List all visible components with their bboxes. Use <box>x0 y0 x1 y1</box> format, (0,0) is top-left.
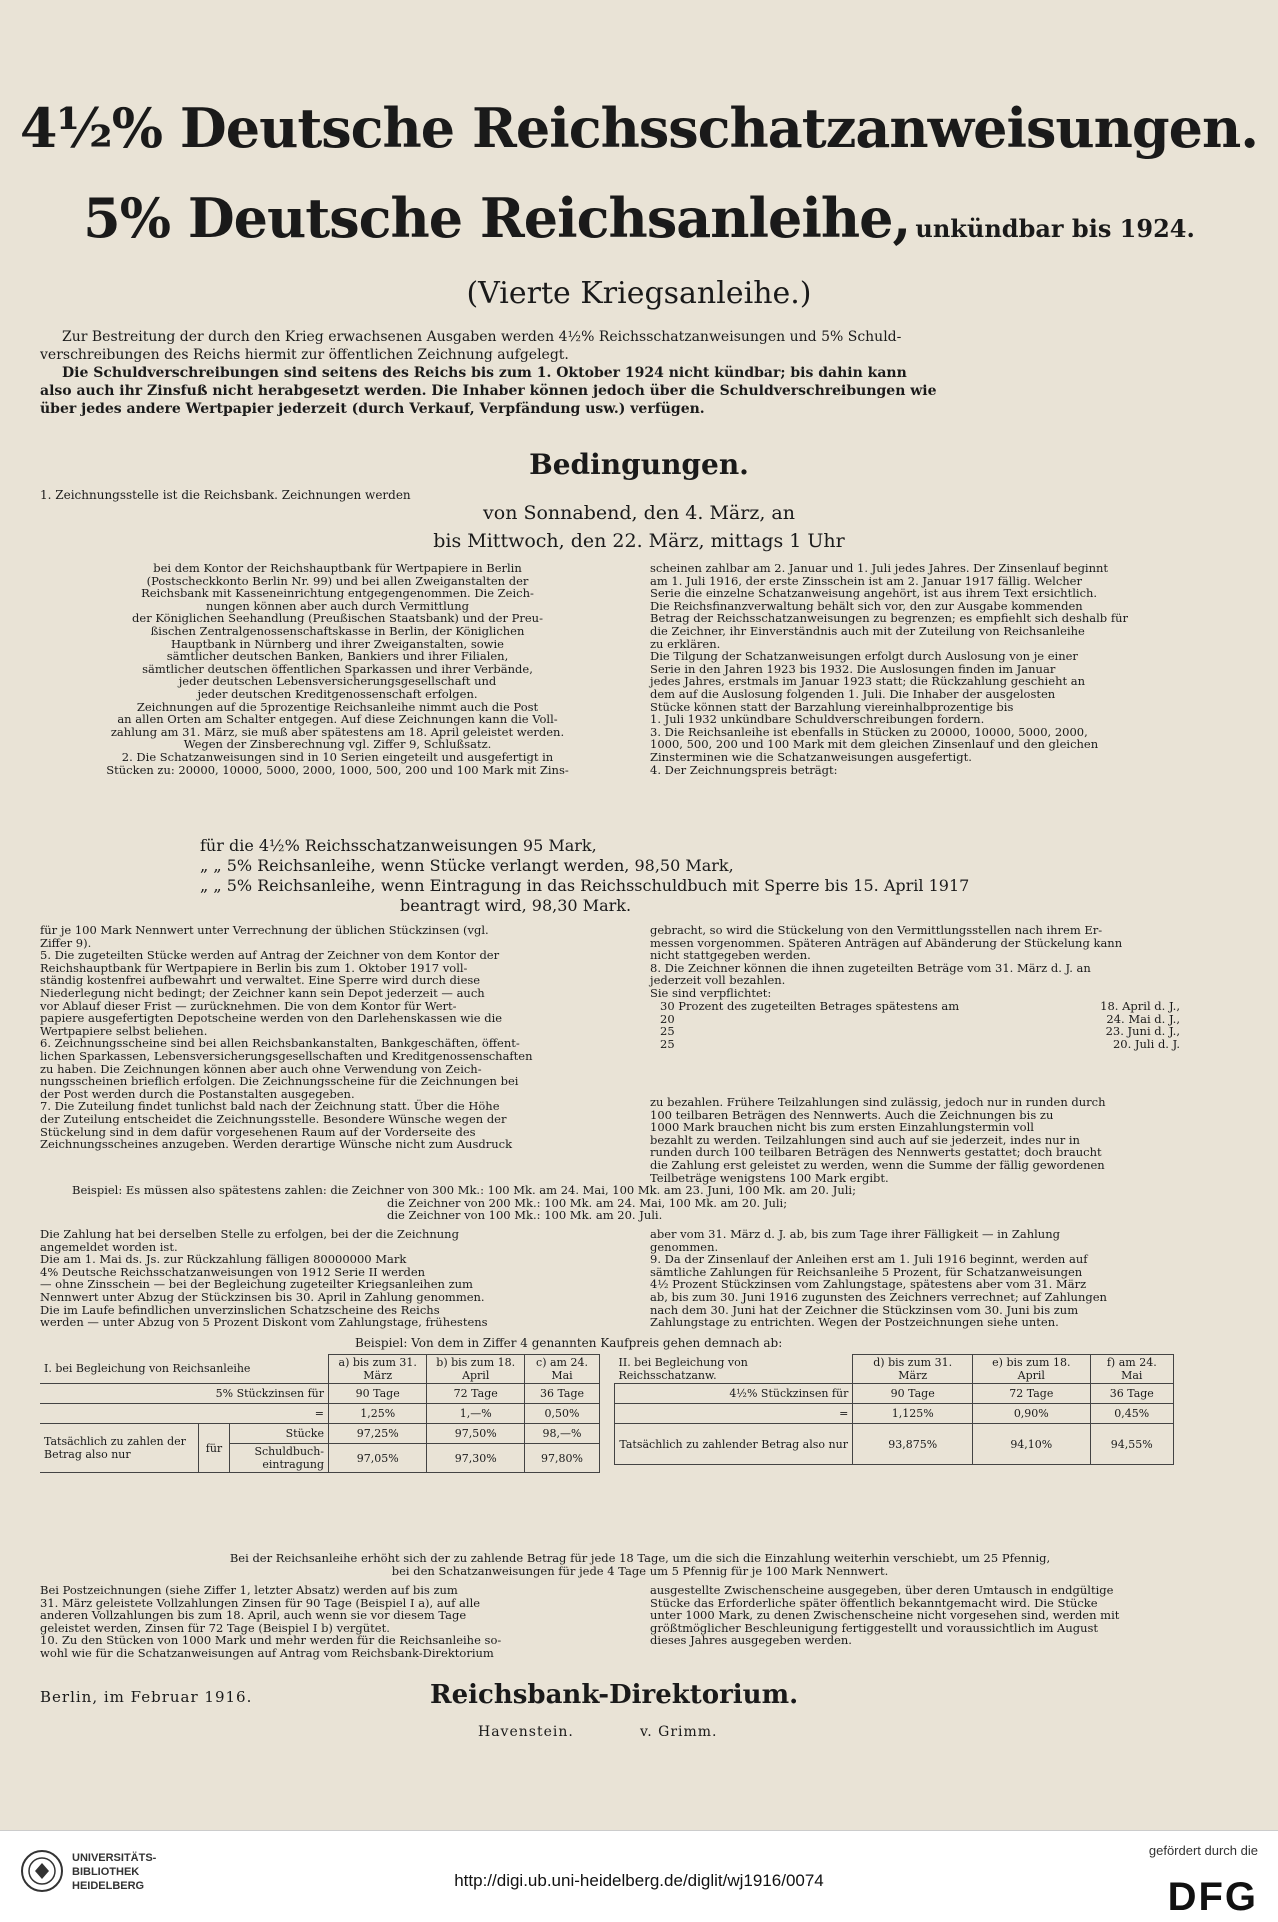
column-f <box>650 1228 1242 1329</box>
row-label: = <box>40 1404 329 1424</box>
column-line: Serie die einzelne Schatzanweisung angehört, ist aus ihrem Text ersichtlich. <box>650 586 1098 601</box>
column-line: am 1. Juli 1916, der erste Zinsschein ist am 2. Januar 1917 fällig. Welcher <box>650 573 1082 588</box>
column-line: 6. Zeichnungsscheine sind bei allen Reichsbankanstalten, Bankgeschäften, öffent- <box>40 1036 520 1051</box>
column-line: genommen. <box>650 1239 719 1254</box>
column-line: Zinsterminen wie die Schatzanweisungen ausgefertigt. <box>650 749 972 764</box>
column-line: angemeldet worden ist. <box>40 1239 178 1254</box>
intro-line: verschreibungen des Reichs hiermit zur öffentlichen Zeichnung aufgelegt. <box>40 347 569 363</box>
column-line: 3. Die Reichsanleihe ist ebenfalls in Stücken zu 20000, 10000, 5000, 2000, <box>650 724 1088 739</box>
price-line: beantragt wird, 98,30 Mark. <box>400 896 632 915</box>
intro-line: Zur Bestreitung der durch den Krieg erwachsenen Ausgaben werden 4½% Reichsschatzanweisungen und 5% Schuld- <box>62 329 902 345</box>
column-line: Die Tilgung der Schatzanweisungen erfolgt durch Auslosung von je einer <box>650 649 1078 664</box>
price-list <box>200 836 1200 916</box>
column-line: Die Reichsfinanzverwaltung behält sich vor, den zur Ausgabe kommenden <box>650 598 1083 613</box>
column-line: der Königlichen Seehandlung (Preußischen Staatsbank) und der Preu- <box>132 611 543 626</box>
price-line: für die 4½% Reichsschatzanweisungen 95 Mark, <box>200 836 597 855</box>
row-label: Stücke <box>230 1424 329 1444</box>
funding-note: gefördert durch die <box>1148 1843 1258 1858</box>
column-line: Hauptbank in Nürnberg und ihrer Zweiganstalten, sowie <box>171 636 504 651</box>
column-line: zu bezahlen. Frühere Teilzahlungen sind zulässig, jedoch nur in runden durch <box>650 1095 1106 1109</box>
date-from: von Sonnabend, den 4. März, an <box>483 502 795 524</box>
column-line: runden durch 100 teilbaren Beträgen des Nennwerts gestattet; doch braucht <box>650 1145 1102 1160</box>
table-cell: 0,45% <box>1090 1404 1173 1424</box>
note-line: Bei der Reichsanleihe erhöht sich der zu zahlende Betrag für jede 18 Tage, um die sich die Einzahlung weiterhin verschiebt, um 25 Pfennig, <box>229 1551 1051 1565</box>
university-name-line: HEIDELBERG <box>72 1880 145 1892</box>
column-line: ausgestellte Zwischenscheine ausgegeben, über deren Umtausch in endgültige <box>650 1583 1114 1597</box>
column-line: wohl wie für die Schatzanweisungen auf Antrag vom Reichsbank-Direktorium <box>40 1645 494 1660</box>
schedule-date: 23. Juni d. J., <box>1105 1024 1180 1039</box>
column-line: die Zeichner, ihr Einverständnis auch mit der Zuteilung von Reichsanleihe <box>650 623 1085 638</box>
viewer-footer <box>0 1830 1278 1922</box>
column-line: 5. Die zugeteilten Stücke werden auf Antrag der Zeichner von dem Kontor der <box>40 948 500 963</box>
col-header: f) am 24. Mai <box>1090 1355 1173 1384</box>
column-line: gebracht, so wird die Stückelung von den Vermittlungsstellen nach ihrem Er- <box>650 923 1103 937</box>
payment-schedule <box>660 1000 1180 1050</box>
column-line: Ziffer 9). <box>40 935 92 950</box>
table-cell: 1,125% <box>853 1404 973 1424</box>
column-g <box>40 1584 635 1660</box>
column-line: die Zahlung erst geleistet zu werden, wenn die Summe der fällig gewordenen <box>650 1157 1105 1172</box>
column-line: Stücke das Erforderliche später öffentlich bekanntgemacht wird. Die Stücke <box>650 1595 1098 1610</box>
column-c <box>40 924 635 1151</box>
column-line: 1. Juli 1932 unkündbare Schuldverschreibungen fordern. <box>650 712 985 727</box>
note-line: bei den Schatzanweisungen für jede 4 Tage um 5 Pfennig für je 100 Mark Nennwert. <box>391 1563 889 1578</box>
row-label: für <box>199 1424 230 1473</box>
title-line-2-suffix: unkündbar bis 1924. <box>915 214 1195 243</box>
table-cell: 36 Tage <box>1090 1384 1173 1404</box>
university-name-line: BIBLIOTHEK <box>72 1866 140 1878</box>
column-line: Serie in den Jahren 1923 bis 1932. Die Auslosungen finden im Januar <box>650 661 1056 676</box>
column-line: Stücken zu: 20000, 10000, 5000, 2000, 1000, 500, 200 und 100 Mark mit Zins- <box>106 762 569 777</box>
col-header: a) bis zum 31. März <box>329 1355 427 1384</box>
column-b <box>650 562 1242 776</box>
column-line: 4½ Prozent Stückzinsen vom Zahlungstage, spätestens aber vom 31. März <box>650 1277 1087 1292</box>
date-to: bis Mittwoch, den 22. März, mittags 1 Uhr <box>433 530 845 552</box>
intro <box>40 328 1240 418</box>
row-label: Tatsächlich zu zahlen der Betrag also nur <box>40 1424 199 1473</box>
column-line: aber vom 31. März d. J. ab, bis zum Tage ihrer Fälligkeit — in Zahlung <box>650 1227 1060 1241</box>
column-line: Teilbeträge wenigstens 100 Mark ergibt. <box>650 1170 889 1185</box>
schedule-date: 18. April d. J., <box>1100 999 1180 1013</box>
place-date: Berlin, im Februar 1916. <box>40 1688 253 1706</box>
table-schatzanweisungen <box>614 1354 1174 1465</box>
column-line: unter 1000 Mark, zu denen Zwischenscheine nicht vorgesehen sind, werden mit <box>650 1608 1120 1623</box>
column-line: 9. Da der Zinsenlauf der Anleihen erst am 1. Juli 1916 beginnt, werden auf <box>650 1252 1088 1267</box>
row-label: Schuldbuch-eintragung <box>230 1444 329 1473</box>
title-line-3: (Vierte Kriegsanleihe.) <box>466 276 812 311</box>
column-line: Niederlegung nicht bedingt; der Zeichner kann sein Depot jederzeit — auch <box>40 985 485 1000</box>
column-line: nach dem 30. Juni hat der Zeichner die Stückzinsen vom 30. Juni bis zum <box>650 1302 1079 1317</box>
column-line: 10. Zu den Stücken von 1000 Mark und mehr werden für die Reichsanleihe so- <box>40 1633 502 1648</box>
column-line: Stücke können statt der Barzahlung viereinhalbprozentige bis <box>650 699 1014 714</box>
column-line: der Post werden durch die Postanstalten ausgegeben. <box>40 1086 355 1101</box>
column-line: bezahlt zu werden. Teilzahlungen sind auch auf sie jederzeit, indes nur in <box>650 1132 1080 1147</box>
column-line: Zeichnungsscheines anzugeben. Werden derartige Wünsche nicht zum Ausdruck <box>40 1137 513 1152</box>
table-cell: 1,25% <box>329 1404 427 1424</box>
intro-line: also auch ihr Zinsfuß nicht herabgesetzt werden. Die Inhaber können jedoch über die Schuldverschreibungen wie <box>40 383 937 399</box>
row-label: Tatsächlich zu zahlender Betrag also nur <box>615 1424 853 1465</box>
table-cell: 94,55% <box>1090 1424 1173 1465</box>
column-line: jederzeit voll bezahlen. <box>650 973 786 988</box>
row-label: 5% Stückzinsen für <box>40 1384 329 1404</box>
column-e <box>40 1228 635 1329</box>
column-line: Betrag der Reichsschatzanweisungen zu begrenzen; es empfiehlt sich deshalb für <box>650 611 1128 626</box>
table-cell: 72 Tage <box>427 1384 525 1404</box>
column-line: lichen Sparkassen, Lebensversicherungsgesellschaften und Kreditgenossenschaften <box>40 1048 533 1063</box>
table-cell: 94,10% <box>973 1424 1091 1465</box>
price-line: „ „ 5% Reichsanleihe, wenn Stücke verlangt werden, 98,50 Mark, <box>200 856 734 875</box>
schedule-percent: 25 <box>660 1036 675 1051</box>
table-cell: 0,50% <box>525 1404 600 1424</box>
column-line: vor Ablauf dieser Frist — zurücknehmen. Die von dem Kontor für Wert- <box>40 998 457 1013</box>
price-line: „ „ 5% Reichsanleihe, wenn Eintragung in das Reichsschuldbuch mit Sperre bis 15. April 1917 <box>200 876 970 895</box>
column-line: 100 teilbaren Beträgen des Nennwerts. Auch die Zeichnungen bis zu <box>650 1107 1054 1122</box>
signature-1: Havenstein. <box>478 1724 574 1740</box>
schedule-row <box>660 1038 1180 1051</box>
example-line: die Zeichner von 200 Mk.: 100 Mk. am 24. Mai, 100 Mk. am 20. Juli; <box>387 1195 788 1210</box>
university-name-line: UNIVERSITÄTS- <box>72 1852 157 1864</box>
table-cell: 98,—% <box>525 1424 600 1444</box>
table-cell: 90 Tage <box>329 1384 427 1404</box>
payment-example <box>72 1184 1252 1222</box>
table-cell: 97,25% <box>329 1424 427 1444</box>
column-line: größtmöglicher Beschleunigung fertiggestellt und voraussichtlich im August <box>650 1620 1099 1635</box>
column-line: nungsscheinen brieflich erfolgen. Die Zeichnungsscheine für die Zeichnungen bei <box>40 1074 519 1089</box>
title-line-2 <box>0 186 1278 250</box>
permalink[interactable]: http://digi.ub.uni-heidelberg.de/diglit/wj1916/0074 <box>454 1871 824 1890</box>
column-line: zu haben. Die Zeichnungen können aber auch ohne Verwendung von Zeich- <box>40 1061 482 1076</box>
row-label: = <box>615 1404 853 1424</box>
column-line: ßischen Zentralgenossenschaftskasse in Berlin, der Königlichen <box>150 623 525 638</box>
title-line-1: 4½% Deutsche Reichsschatzanweisungen. <box>19 96 1259 160</box>
column-line: Stückelung sind in dem dafür vorgesehenen Raum auf der Vorderseite des <box>40 1124 476 1139</box>
col-header: d) bis zum 31. März <box>853 1355 973 1384</box>
column-line: 7. Die Zuteilung findet tunlichst bald nach der Zeichnung statt. Über die Höhe <box>40 1099 500 1114</box>
after-table-note <box>40 1552 1240 1577</box>
intro-line: Die Schuldverschreibungen sind seitens des Reichs bis zum 1. Oktober 1924 nicht kündbar; bis dahin kann <box>62 365 907 381</box>
table-cell: 1,—% <box>427 1404 525 1424</box>
column-line: 1000 Mark brauchen nicht bis zum ersten Einzahlungstermin voll <box>650 1120 1034 1135</box>
table-cell: 97,30% <box>427 1444 525 1473</box>
column-line: jedes Jahres, erstmals im Januar 1923 statt; die Rückzahlung geschieht an <box>650 674 1086 689</box>
column-line: Zeichnungen auf die 5prozentige Reichsanleihe nimmt auch die Post <box>136 699 539 714</box>
column-line: 4% Deutsche Reichsschatzanweisungen von 1912 Serie II werden <box>40 1264 426 1279</box>
column-line: nicht stattgegeben werden. <box>650 948 811 963</box>
col-header: c) am 24. Mai <box>525 1355 600 1384</box>
column-line: 1000, 500, 200 und 100 Mark mit dem gleichen Zinsenlauf und den gleichen <box>650 737 1099 752</box>
column-line: zu erklären. <box>650 636 721 651</box>
column-line: jeder deutschen Kreditgenossenschaft erfolgen. <box>197 686 478 701</box>
column-line: ab, bis zum 30. Juni 1916 zugunsten des Zeichners verrechnet; auf Zahlungen <box>650 1289 1107 1304</box>
schedule-percent: 20 <box>660 1011 675 1026</box>
column-line: papiere ausgefertigten Depotscheine werden von den Darlehenskassen wie die <box>40 1011 503 1026</box>
column-line: Reichshauptbank für Wertpapiere in Berlin bis zum 1. Oktober 1917 voll- <box>40 960 468 975</box>
column-line: Die am 1. Mai ds. Js. zur Rückzahlung fälligen 80000000 Mark <box>40 1252 407 1267</box>
column-line: anderen Vollzahlungen bis zum 18. April, auch wenn sie vor diesem Tage <box>40 1608 467 1623</box>
column-line: sämtlicher deutschen Banken, Bankiers und ihrer Filialen, <box>166 649 509 664</box>
column-line: 4. Der Zeichnungspreis beträgt: <box>650 762 838 777</box>
intro-line: über jedes andere Wertpapier jederzeit (durch Verkauf, Verpfändung usw.) verfügen. <box>40 401 705 417</box>
table-cell: 97,05% <box>329 1444 427 1473</box>
column-line: sämtlicher deutschen öffentlichen Sparkassen und ihrer Verbände, <box>142 661 533 676</box>
table-reichsanleihe <box>40 1354 600 1473</box>
column-line: Die Zahlung hat bei derselben Stelle zu erfolgen, bei der die Zeichnung <box>40 1227 459 1241</box>
column-line: Zahlungstage zu entrichten. Wegen der Postzeichnungen siehe unten. <box>650 1315 1059 1330</box>
schedule-row <box>660 1000 1180 1013</box>
schedule-row <box>660 1013 1180 1026</box>
col-header: e) bis zum 18. April <box>973 1355 1091 1384</box>
column-line: scheinen zahlbar am 2. Januar und 1. Juli jedes Jahres. Der Zinsenlauf beginnt <box>650 561 1109 575</box>
column-h <box>650 1584 1242 1647</box>
schedule-date: 24. Mai d. J., <box>1106 1011 1180 1026</box>
column-line: Die im Laufe befindlichen unverzinslichen Schatzscheine des Reichs <box>40 1302 440 1317</box>
table-cell: 36 Tage <box>525 1384 600 1404</box>
column-line: sämtliche Zahlungen für Reichsanleihe 5 Prozent, für Schatzanweisungen <box>650 1264 1083 1279</box>
column-line: jeder deutschen Lebensversicherungsgesellschaft und <box>178 674 497 689</box>
column-line: Reichsbank mit Kasseneinrichtung entgegengenommen. Die Zeich- <box>141 586 534 601</box>
column-line: (Postscheckkonto Berlin Nr. 99) und bei allen Zweiganstalten der <box>146 573 529 588</box>
column-line: Bei Postzeichnungen (siehe Ziffer 1, letzter Absatz) werden auf bis zum <box>40 1583 458 1597</box>
table-title: II. bei Begleichung von Reichsschatzanw. <box>615 1355 853 1384</box>
schedule-row <box>660 1025 1180 1038</box>
table-cell: 97,50% <box>427 1424 525 1444</box>
table-cell: 97,80% <box>525 1444 600 1473</box>
column-line: ständig kostenfrei aufbewahrt und verwaltet. Eine Sperre wird durch diese <box>40 973 481 988</box>
table-cell: 90 Tage <box>853 1384 973 1404</box>
column-line: Nennwert unter Abzug der Stückzinsen bis 30. April in Zahlung genommen. <box>40 1289 485 1304</box>
title-line-2-main: 5% Deutsche Reichsanleihe, <box>83 186 911 250</box>
column-line: Sie sind verpflichtet: <box>650 985 772 1000</box>
column-line: nungen können aber auch durch Vermittlung <box>206 598 469 613</box>
column-line: 8. Die Zeichner können die ihnen zugeteilten Beträge vom 31. März d. J. an <box>650 960 1091 975</box>
column-line: dieses Jahres ausgegeben werden. <box>650 1633 852 1648</box>
schedule-percent: 25 <box>660 1024 675 1039</box>
schedule-percent: 30 Prozent des zugeteilten Betrages spätestens am <box>660 999 960 1013</box>
column-line: dem auf die Auslosung folgenden 1. Juli. Die Inhaber der ausgelosten <box>650 686 1056 701</box>
issuer: Reichsbank-Direktorium. <box>430 1680 799 1710</box>
column-line: Wertpapiere selbst beliehen. <box>40 1023 208 1038</box>
column-line: der Zuteilung entscheidet die Zeichnungsstelle. Besondere Wünsche wegen der <box>40 1111 507 1126</box>
schedule-date: 20. Juli d. J. <box>1112 1036 1180 1051</box>
column-line: 2. Die Schatzanweisungen sind in 10 Serien eingeteilt und ausgefertigt in <box>121 749 554 764</box>
column-line: geleistet werden, Zinsen für 72 Tage (Beispiel I b) vergütet. <box>40 1620 390 1635</box>
column-line: messen vorgenommen. Späteren Anträgen auf Abänderung der Stückelung kann <box>650 935 1123 950</box>
column-line: Wegen der Zinsberechnung vgl. Ziffer 9, Schlußsatz. <box>183 737 492 752</box>
conditions-title: Bedingungen. <box>529 448 749 481</box>
column-line: 31. März geleistete Vollzahlungen Zinsen für 90 Tage (Beispiel I a), auf alle <box>40 1595 481 1610</box>
example-line: Beispiel: Es müssen also spätestens zahlen: die Zeichner von 300 Mk.: 100 Mk. am 24. Mai, 100 Mk. am 23. Juni, 100 Mk. am 20. Juli; <box>72 1183 856 1197</box>
table-caption: Beispiel: Von dem in Ziffer 4 genannten Kaufpreis gehen demnach ab: <box>355 1336 783 1350</box>
col-header: b) bis zum 18. April <box>427 1355 525 1384</box>
column-line: zahlung am 31. März, sie muß aber spätestens am 18. April geleistet werden. <box>110 724 565 739</box>
example-line: die Zeichner von 100 Mk.: 100 Mk. am 20. Juli. <box>387 1208 663 1223</box>
column-line: — ohne Zinsschein — bei der Begleichung zugeteilter Kriegsanleihen zum <box>40 1277 473 1292</box>
column-d2 <box>650 1096 1242 1184</box>
column-line: werden — unter Abzug von 5 Prozent Diskont vom Zahlungstage, frühestens <box>40 1315 488 1330</box>
dfg-logo: DFG <box>1167 1875 1258 1919</box>
table-cell: 93,875% <box>853 1424 973 1465</box>
table-cell: 72 Tage <box>973 1384 1091 1404</box>
table-title: I. bei Begleichung von Reichsanleihe <box>40 1355 329 1384</box>
column-a <box>40 562 635 776</box>
column-line: bei dem Kontor der Reichshauptbank für Wertpapiere in Berlin <box>153 561 522 575</box>
row-label: 4½% Stückzinsen für <box>615 1384 853 1404</box>
signature-2: v. Grimm. <box>640 1724 718 1740</box>
table-cell: 0,90% <box>973 1404 1091 1424</box>
column-line: an allen Orten am Schalter entgegen. Auf diese Zeichnungen kann die Voll- <box>117 712 558 727</box>
column-d <box>650 924 1242 1000</box>
section-1-lead: 1. Zeichnungsstelle ist die Reichsbank. Zeichnungen werden <box>40 488 411 502</box>
column-line: für je 100 Mark Nennwert unter Verrechnung der üblichen Stückzinsen (vgl. <box>40 923 489 937</box>
